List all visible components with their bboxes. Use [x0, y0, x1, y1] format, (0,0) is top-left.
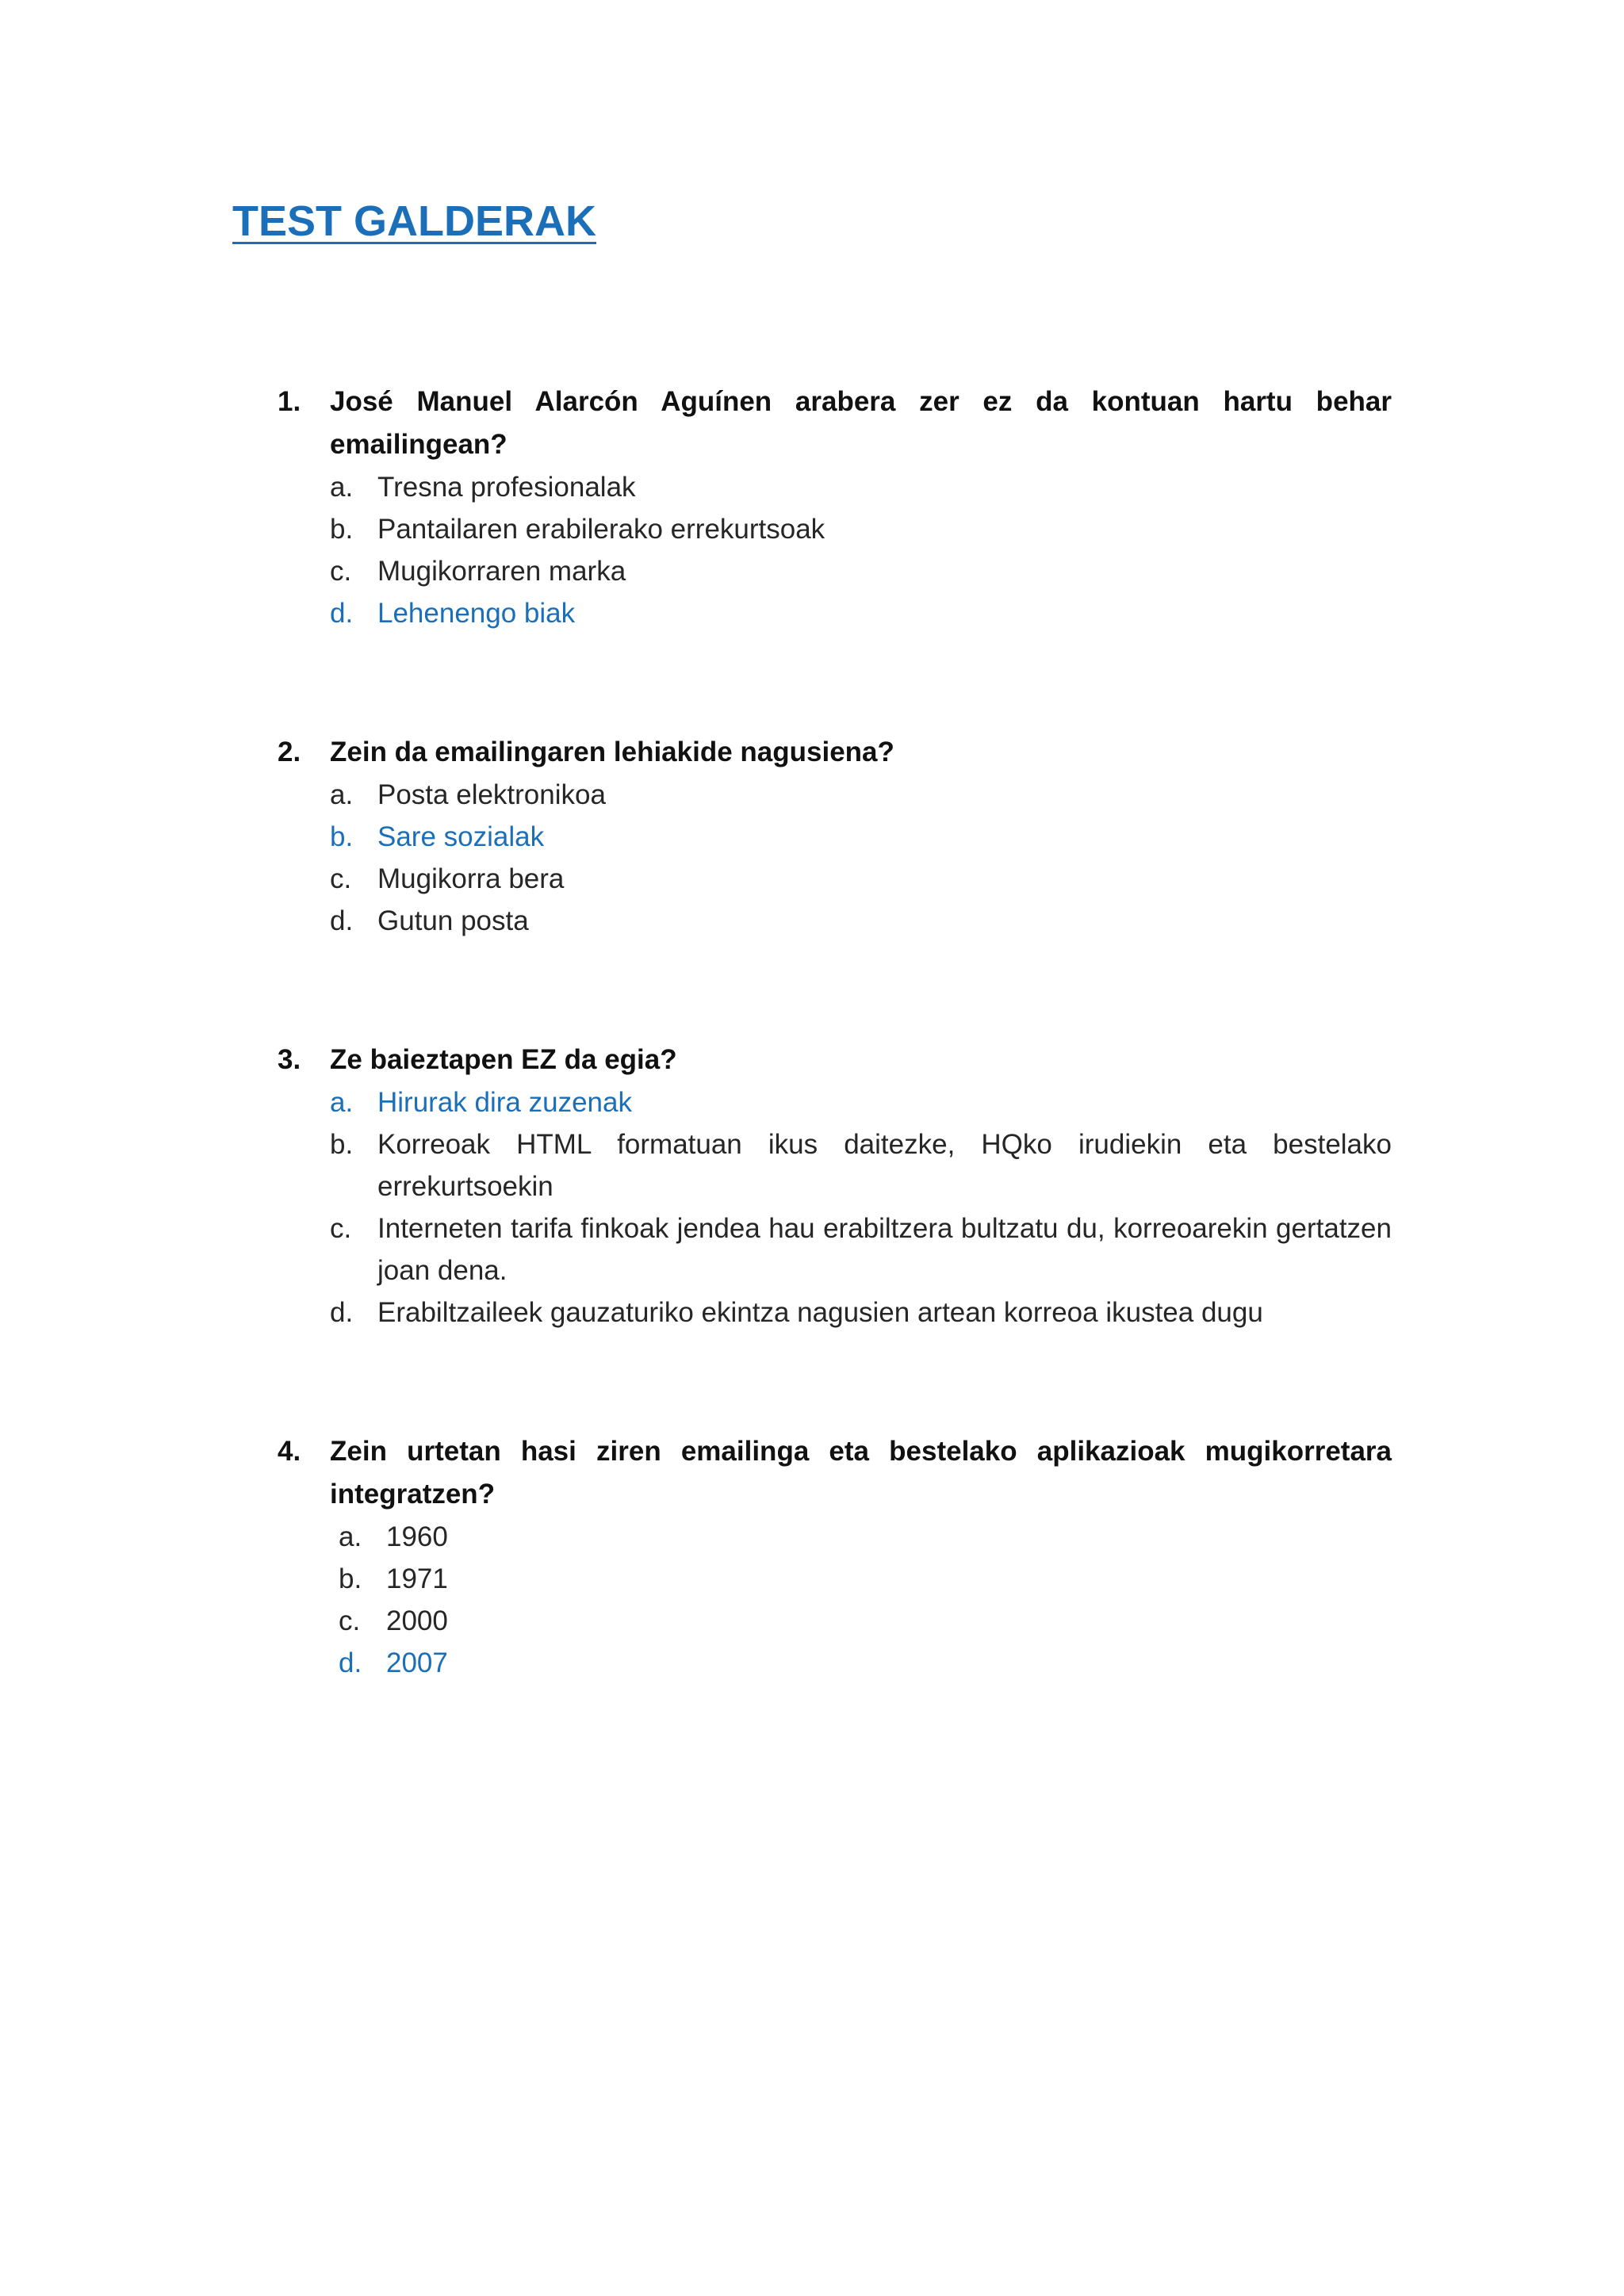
- option-text: Erabiltzaileek gauzaturiko ekintza nagusien artean korreoa ikustea dugu: [377, 1297, 1263, 1328]
- answer-options: [278, 774, 1392, 942]
- option-text: 2007: [386, 1647, 448, 1678]
- option-text: Mugikorra bera: [377, 863, 565, 894]
- answer-option-d-correct: [330, 592, 1392, 634]
- answer-option-a: [339, 1516, 1392, 1558]
- option-text: Mugikorraren marka: [377, 556, 626, 587]
- option-letter: b.: [339, 1563, 362, 1594]
- answer-option-c: [330, 858, 1392, 900]
- option-text: Gutun posta: [377, 905, 529, 936]
- option-letter: a.: [339, 1521, 362, 1552]
- question-header: [278, 1430, 1392, 1516]
- option-letter: d.: [330, 905, 354, 936]
- question-number: 2.: [278, 737, 301, 767]
- question-3: [278, 1039, 1392, 1334]
- option-letter: d.: [339, 1647, 362, 1678]
- option-text: Hirurak dira zuzenak: [377, 1087, 632, 1118]
- answer-options: [278, 466, 1392, 634]
- option-text: Sare sozialak: [377, 821, 545, 852]
- answer-option-c: [339, 1600, 1392, 1642]
- answer-option-a: [330, 466, 1392, 508]
- question-4: [278, 1430, 1392, 1684]
- option-letter: a.: [330, 472, 354, 503]
- answer-option-b: [339, 1558, 1392, 1600]
- question-number: 4.: [278, 1436, 301, 1467]
- option-letter: a.: [330, 1087, 354, 1118]
- answer-option-d-correct: [339, 1642, 1392, 1684]
- option-letter: c.: [330, 556, 352, 587]
- option-text: Lehenengo biak: [377, 598, 576, 629]
- page-title: TEST GALDERAK: [232, 197, 596, 245]
- option-letter: c.: [330, 863, 352, 894]
- answer-option-b: [330, 1123, 1392, 1207]
- question-text: José Manuel Alarcón Aguínen arabera zer ez da kontuan hartu behar emailingean?: [330, 386, 1392, 460]
- option-text: Tresna profesionalak: [377, 472, 636, 503]
- answer-option-d: [330, 900, 1392, 942]
- answer-option-c: [330, 1207, 1392, 1292]
- question-header: [278, 731, 1392, 774]
- answer-options: [278, 1081, 1392, 1334]
- answer-option-a: [330, 774, 1392, 816]
- option-letter: c.: [330, 1213, 352, 1244]
- option-text: Posta elektronikoa: [377, 779, 606, 810]
- option-text: Interneten tarifa finkoak jendea hau erabiltzera bultzatu du, korreoarekin gertatzen joan dena.: [377, 1213, 1392, 1286]
- option-letter: b.: [330, 1129, 354, 1160]
- option-letter: c.: [339, 1605, 361, 1636]
- answer-option-d: [330, 1292, 1392, 1334]
- option-letter: b.: [330, 821, 354, 852]
- option-letter: b.: [330, 514, 354, 545]
- question-text: Zein urtetan hasi ziren emailinga eta bestelako aplikazioak mugikorretara integratzen?: [330, 1436, 1392, 1510]
- question-text: Ze baieztapen EZ da egia?: [330, 1044, 677, 1075]
- option-text: Pantailaren erabilerako errekurtsoak: [377, 514, 825, 545]
- question-number: 3.: [278, 1044, 301, 1075]
- question-1: [278, 381, 1392, 634]
- answer-option-b: [330, 508, 1392, 550]
- option-text: 1971: [386, 1563, 448, 1594]
- question-number: 1.: [278, 386, 301, 417]
- option-letter: d.: [330, 1297, 354, 1328]
- option-letter: a.: [330, 779, 354, 810]
- question-list: [278, 381, 1392, 1684]
- answer-option-b-correct: [330, 816, 1392, 858]
- answer-option-a-correct: [330, 1081, 1392, 1123]
- option-text: 2000: [386, 1605, 448, 1636]
- question-text: Zein da emailingaren lehiakide nagusiena?: [330, 737, 894, 767]
- answer-option-c: [330, 550, 1392, 592]
- question-header: [278, 381, 1392, 466]
- option-letter: d.: [330, 598, 354, 629]
- option-text: 1960: [386, 1521, 448, 1552]
- question-2: [278, 731, 1392, 942]
- answer-options: [278, 1516, 1392, 1684]
- option-text: Korreoak HTML formatuan ikus daitezke, HQko irudiekin eta bestelako errekurtsoekin: [377, 1129, 1392, 1202]
- question-header: [278, 1039, 1392, 1081]
